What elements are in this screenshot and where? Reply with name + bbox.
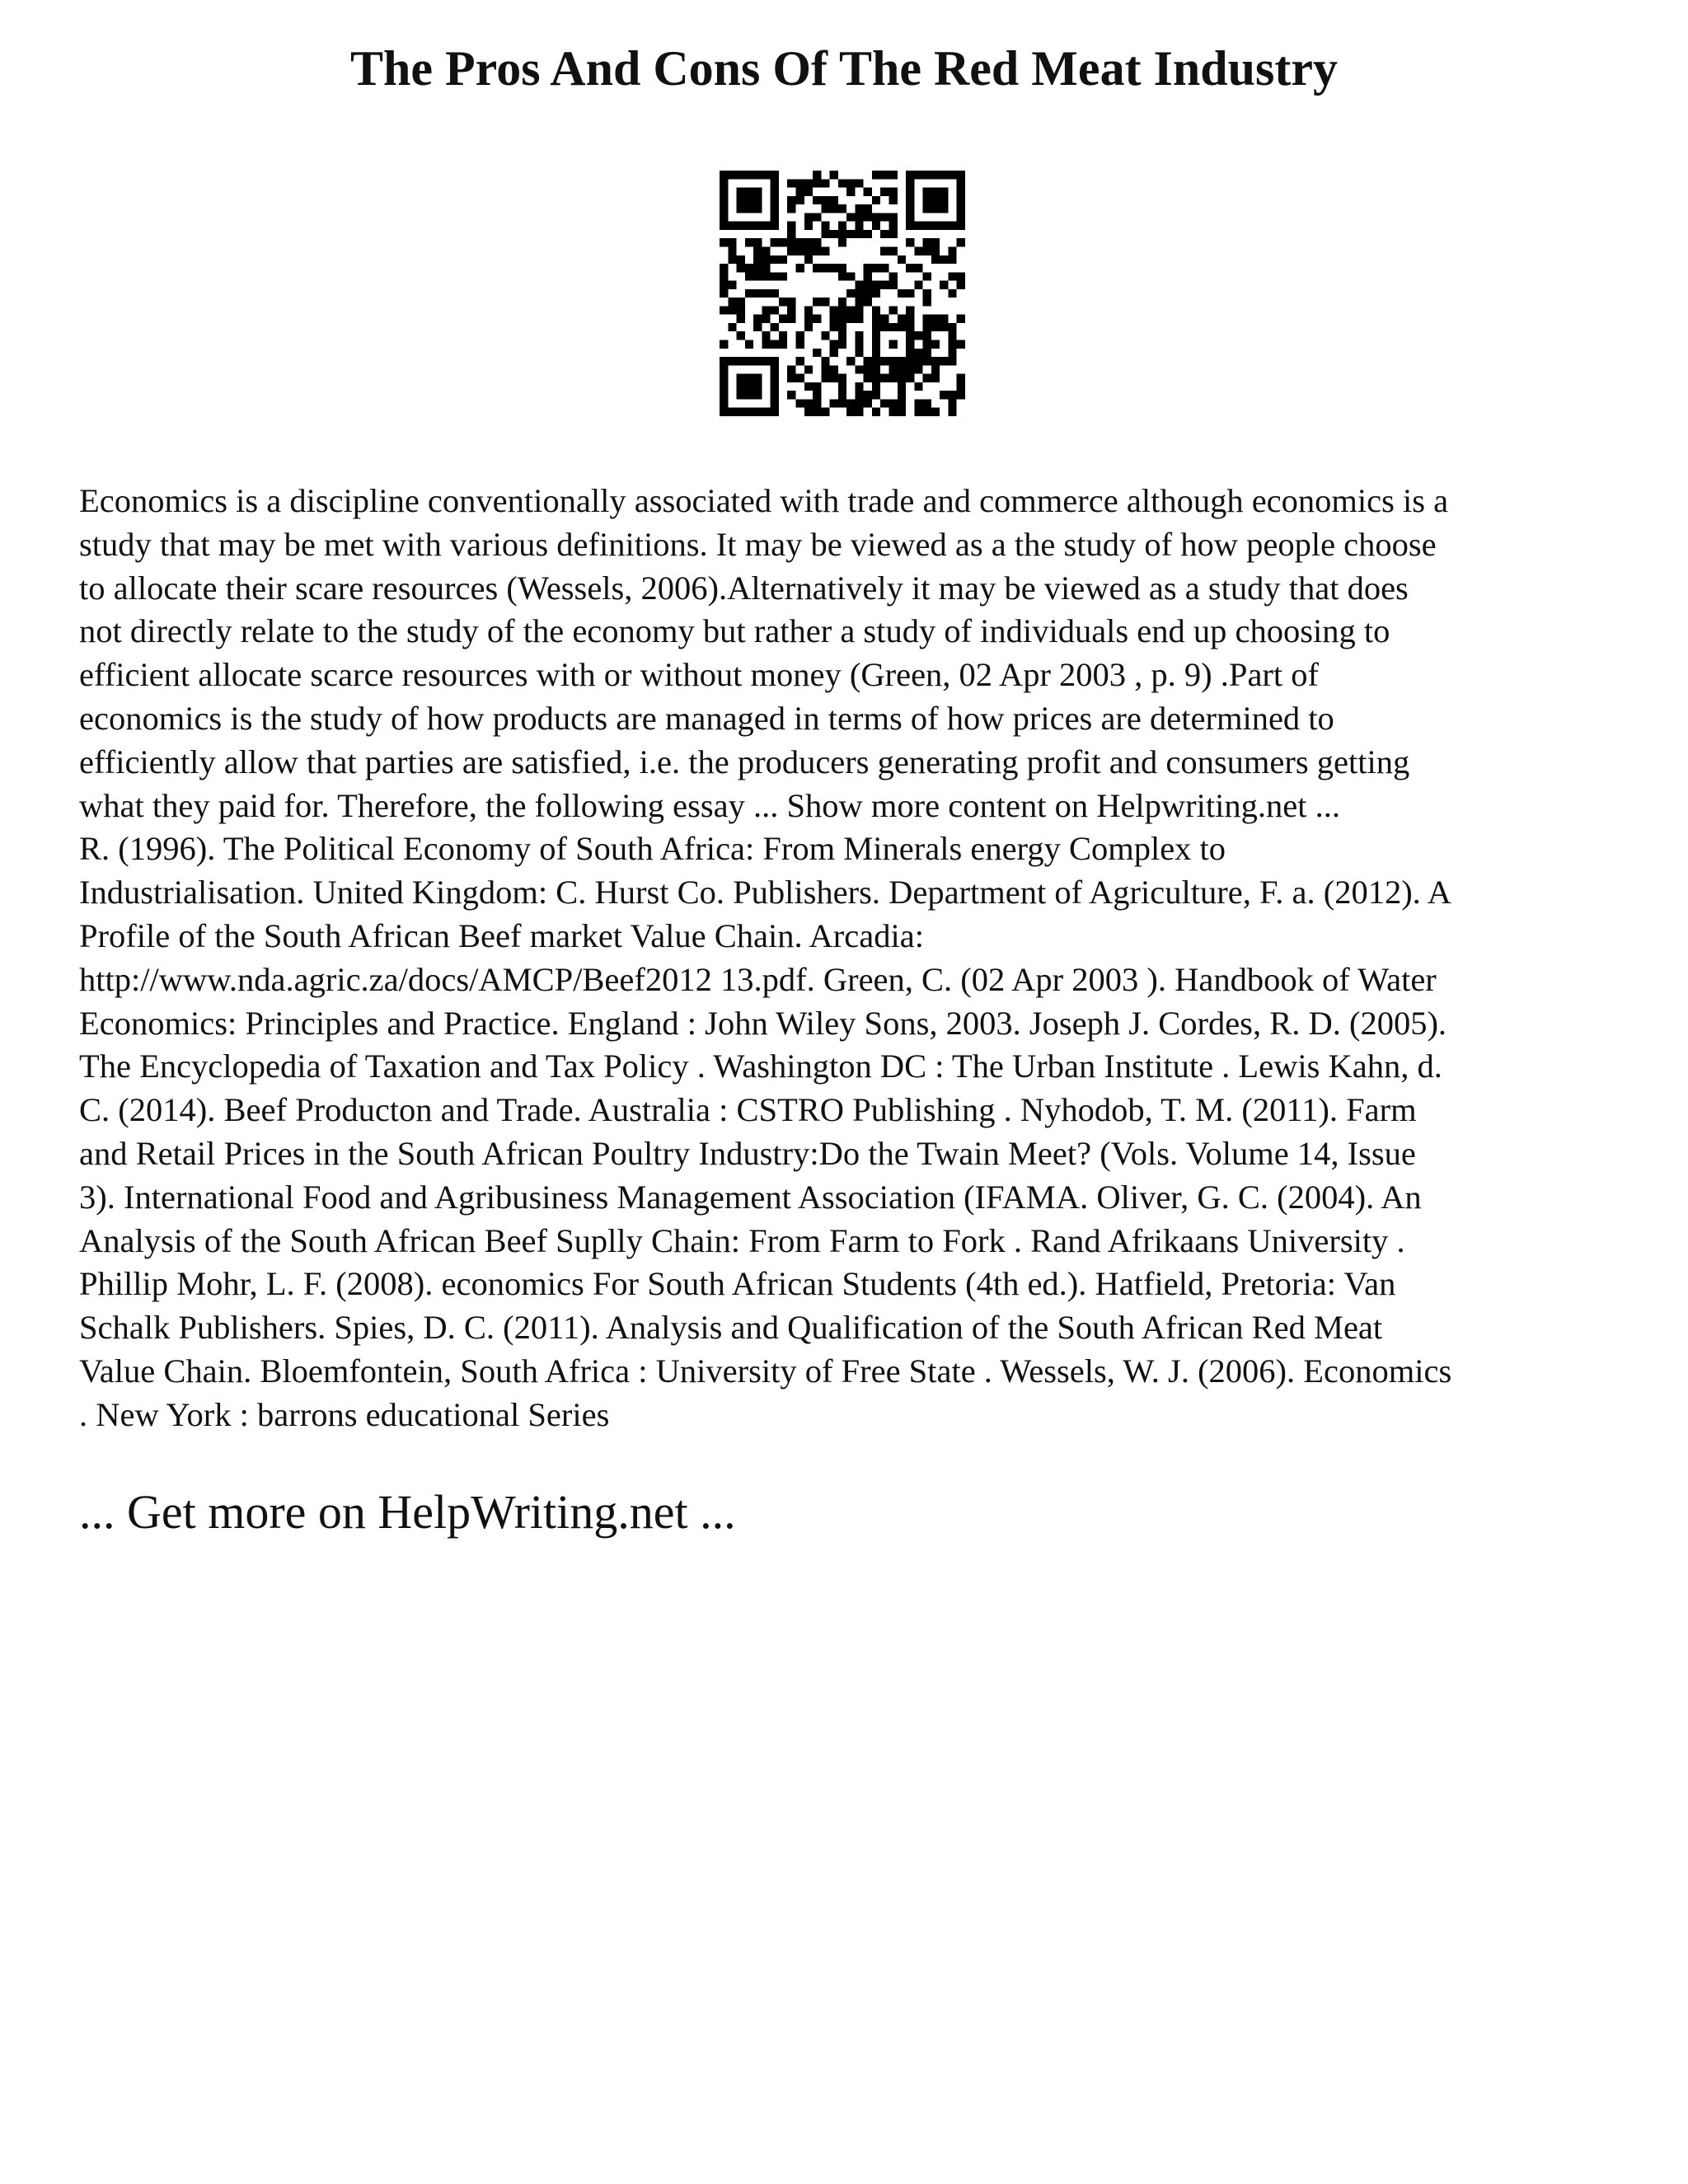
document-title: The Pros And Cons Of The Red Meat Industry	[350, 41, 1338, 96]
essay-body	[79, 480, 1614, 1437]
body-line: R. (1996). The Political Economy of South Africa: From Minerals energy Complex to	[79, 830, 1226, 868]
body-line: http://www.nda.agric.za/docs/AMCP/Beef2012 13.pdf. Green, C. (02 Apr 2003 ). Handbook of Water	[79, 960, 1437, 998]
body-line: Value Chain. Bloemfontein, South Africa : University of Free State . Wessels, W. J. (2006). Economics	[79, 1352, 1452, 1390]
body-line: not directly relate to the study of the economy but rather a study of individuals end up choosing to	[79, 612, 1390, 650]
body-line: Economics: Principles and Practice. England : John Wiley Sons, 2003. Joseph J. Cordes, R. D. (2005).	[79, 1004, 1447, 1042]
body-line: Schalk Publishers. Spies, D. C. (2011). Analysis and Qualification of the South African Red Meat	[79, 1309, 1383, 1347]
body-line: and Retail Prices in the South African Poultry Industry:Do the Twain Meet? (Vols. Volume 14, Issue	[79, 1134, 1416, 1172]
get-more-link[interactable]: ... Get more on HelpWriting.net ...	[79, 1485, 736, 1539]
body-line: Industrialisation. United Kingdom: C. Hurst Co. Publishers. Department of Agriculture, F. a. (2012). A	[79, 874, 1451, 912]
body-line: what they paid for. Therefore, the following essay ... Show more content on Helpwriting.net ...	[79, 786, 1341, 824]
body-line: study that may be met with various definitions. It may be viewed as a the study of how people choose	[79, 525, 1437, 563]
body-line: efficiently allow that parties are satisfied, i.e. the producers generating profit and consumers getting	[79, 743, 1410, 780]
body-line: to allocate their scare resources (Wessels, 2006).Alternatively it may be viewed as a study that does	[79, 569, 1409, 607]
body-line: efficient allocate scarce resources with or without money (Green, 02 Apr 2003 , p. 9) .Part of	[79, 656, 1320, 694]
body-line: The Encyclopedia of Taxation and Tax Policy . Washington DC : The Urban Institute . Lewis Kahn, d.	[79, 1047, 1442, 1085]
body-line: Profile of the South African Beef market Value Chain. Arcadia:	[79, 916, 924, 954]
body-line: economics is the study of how products are managed in terms of how prices are determined to	[79, 699, 1334, 737]
body-line: 3). International Food and Agribusiness Management Association (IFAMA. Oliver, G. C. (2004). An	[79, 1178, 1422, 1216]
body-line: Analysis of the South African Beef Suplly Chain: From Farm to Fork . Rand Afrikaans University .	[79, 1221, 1405, 1259]
body-line: C. (2014). Beef Producton and Trade. Australia : CSTRO Publishing . Nyhodob, T. M. (2011). Farm	[79, 1091, 1417, 1129]
qr-code-icon	[720, 171, 965, 416]
body-line: Phillip Mohr, L. F. (2008). economics For South African Students (4th ed.). Hatfield, Pretoria: Van	[79, 1265, 1396, 1303]
body-line: Economics is a discipline conventionally associated with trade and commerce although economics is a	[79, 482, 1449, 519]
body-line: . New York : barrons educational Series	[79, 1395, 610, 1433]
